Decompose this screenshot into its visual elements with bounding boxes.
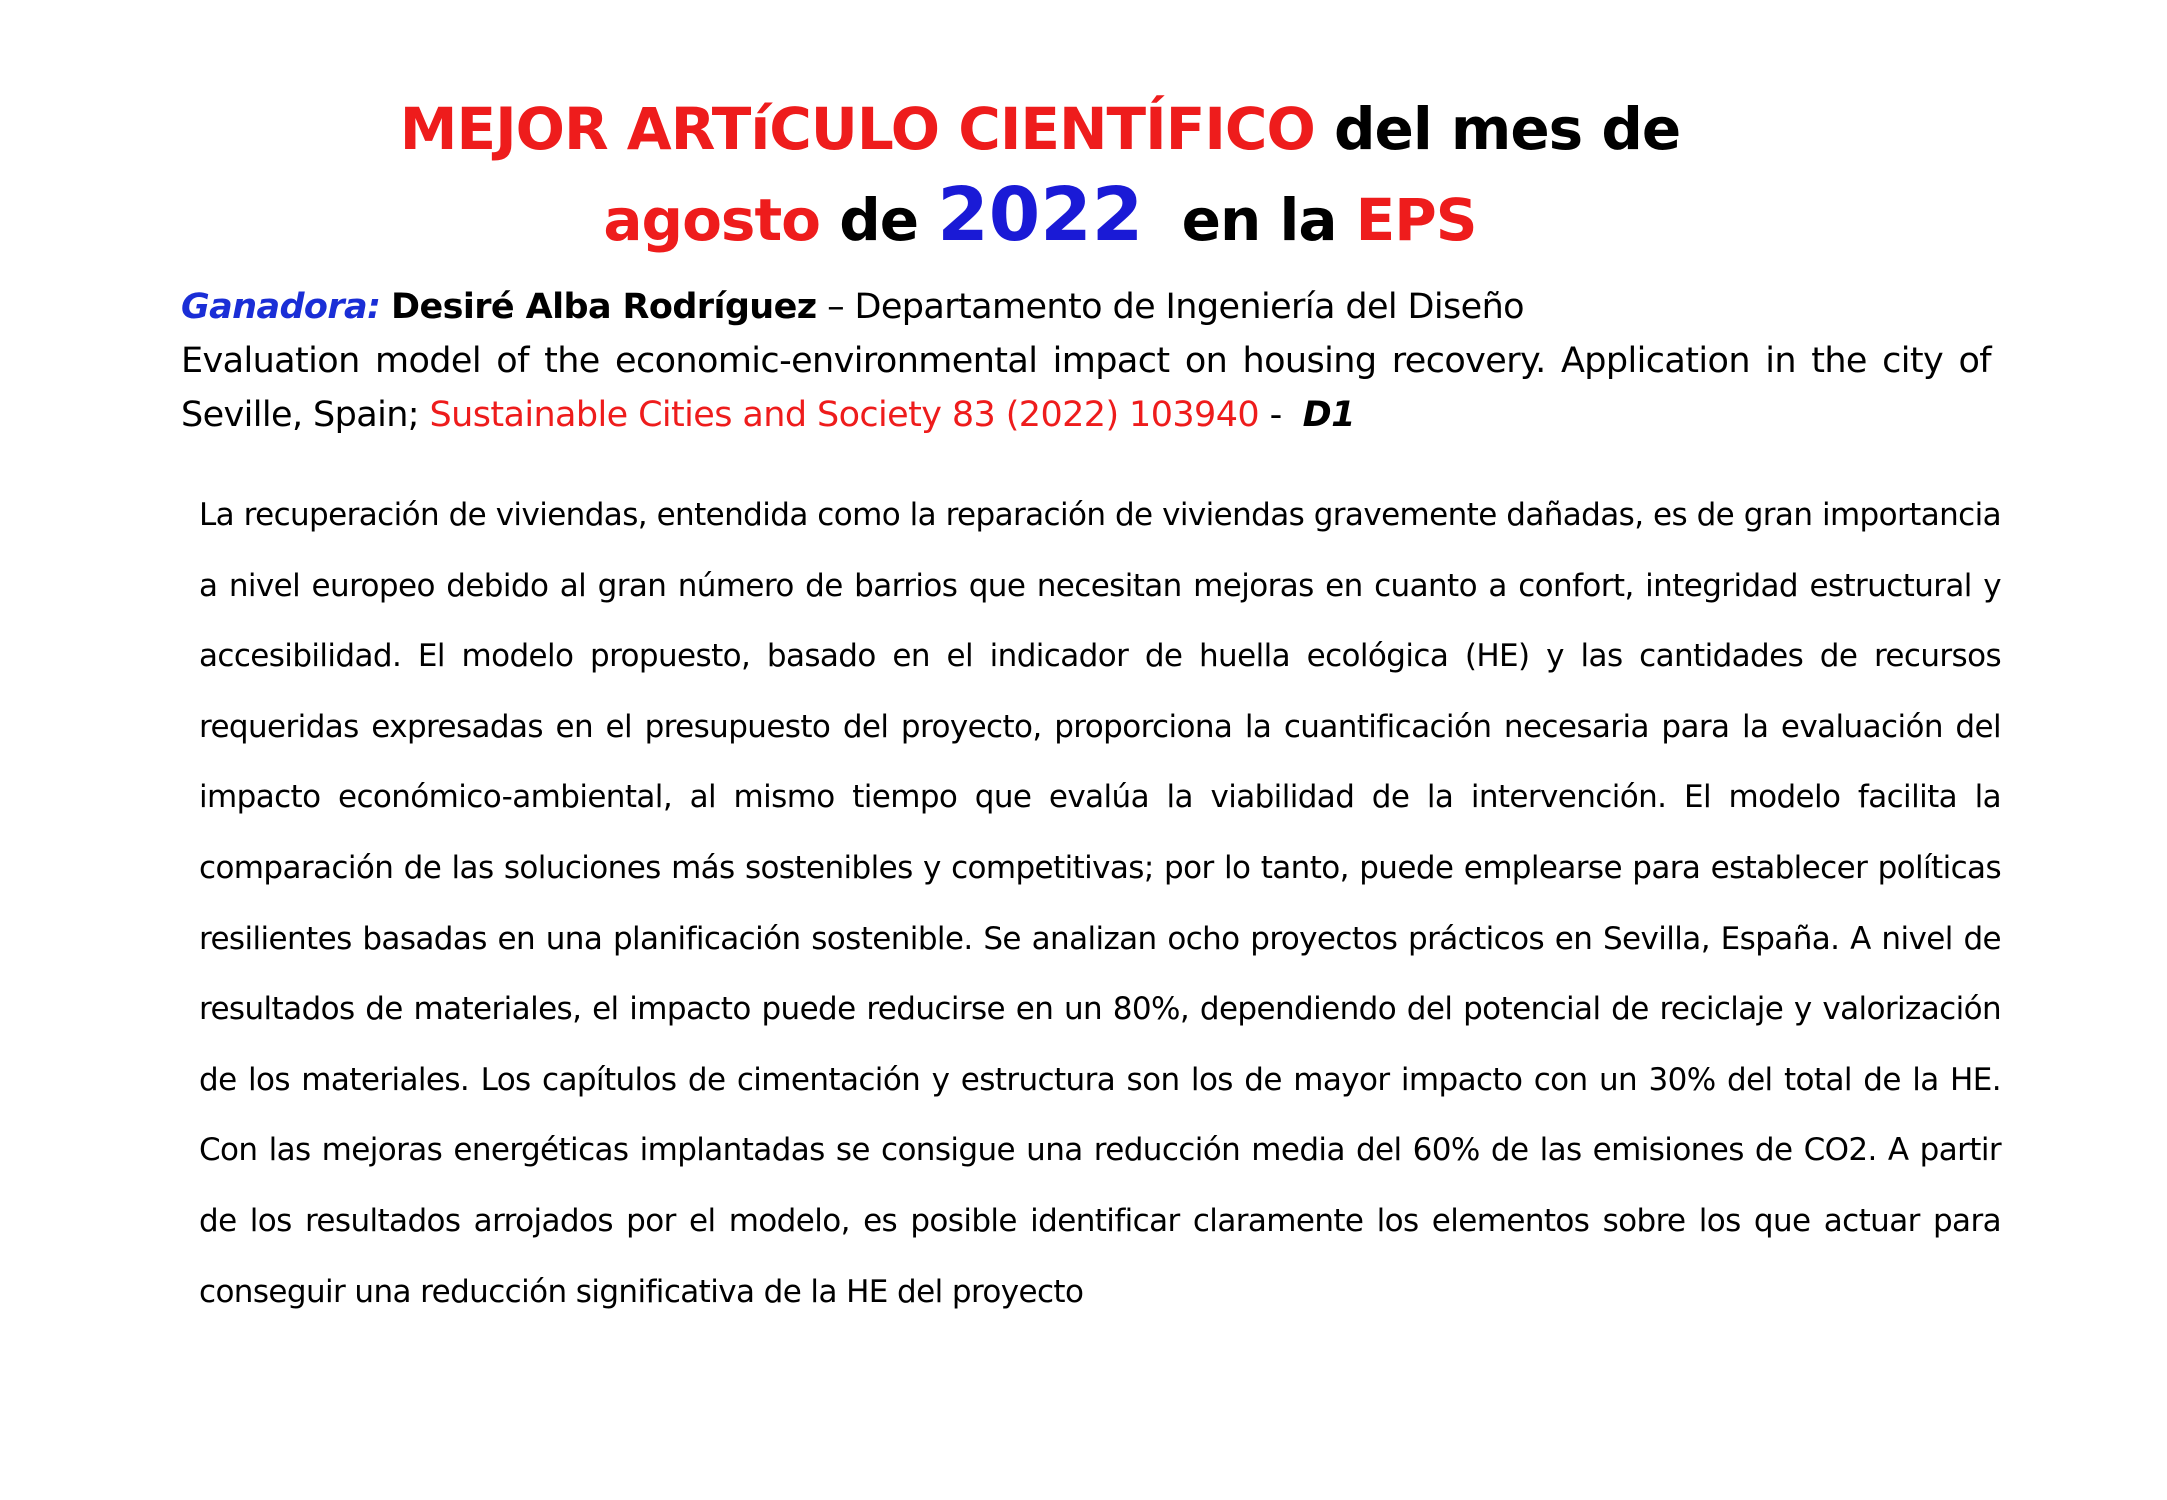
winner-label: Ganadora: — [181, 287, 381, 327]
title-rest: del mes de — [1314, 95, 1681, 163]
article-title: Evaluation model of the economic-environmental impact on housing recovery. Application in the city of Seville, Spain; — [181, 341, 1991, 435]
title-school: EPS — [1355, 186, 1477, 254]
winner-block — [181, 280, 1991, 442]
winner-name: Desiré Alba Rodríguez — [391, 287, 817, 327]
page-title-line-2 — [0, 172, 2080, 258]
title-highlight: MEJOR ARTíCULO CIENTÍFICO — [399, 95, 1315, 163]
citation-separator: - — [1259, 395, 1303, 435]
quartile-badge: D1 — [1302, 395, 1355, 435]
winner-line — [181, 280, 1991, 334]
title-month: agosto — [603, 186, 821, 254]
winner-department: – Departamento de Ingeniería del Diseño — [816, 287, 1524, 327]
journal-citation: Sustainable Cities and Society 83 (2022) 103940 — [429, 395, 1260, 435]
page-title-line-1 — [0, 95, 2080, 163]
title-year: 2022 — [937, 172, 1144, 258]
article-reference — [181, 334, 1991, 442]
title-de: de — [820, 186, 938, 254]
abstract-text: La recuperación de viviendas, entendida como la reparación de viviendas gravemente dañadas, es de gran importancia a nivel europeo debido al gran número de barrios que necesitan mejoras en cuanto a confort, integridad estructural y accesibilidad. El modelo propuesto, basado en el indicador de huella ecológica (HE) y las cantidades de recursos requeridas expresadas en el presupuesto del proyecto, proporciona la cuantificación necesaria para la evaluación del impacto económico-ambiental, al mismo tiempo que evalúa la viabilidad de la intervención. El modelo facilita la comparación de las soluciones más sostenibles y competitivas; por lo tanto, puede emplearse para establecer políticas resilientes basadas en una planificación sostenible. Se analizan ocho proyectos prácticos en Sevilla, España. A nivel de resultados de materiales, el impacto puede reducirse en un 80%, dependiendo del potencial de reciclaje y valorización de los materiales. Los capítulos de cimentación y estructura son los de mayor impacto con un 30% del total de la HE. Con las mejoras energéticas implantadas se consigue una reducción media del 60% de las emisiones de CO2. A partir de los resultados arrojados por el modelo, es posible identificar claramente los elementos sobre los que actuar para conseguir una reducción significativa de la HE del proyecto — [199, 497, 2001, 1310]
title-en-la: en la — [1143, 186, 1356, 254]
